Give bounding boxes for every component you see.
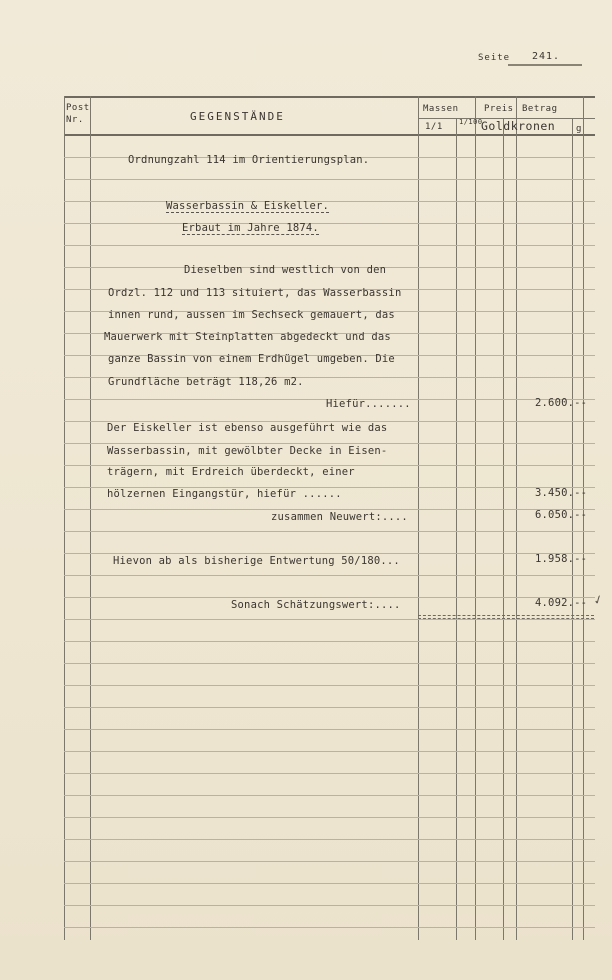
ruled-line [64, 685, 595, 686]
header-betrag: Betrag [522, 104, 558, 114]
header-gegenstaende: GEGENSTÄNDE [190, 110, 285, 123]
amount-neuwert: 6.050.-- [535, 509, 588, 521]
ruled-line [64, 817, 595, 818]
ruled-line [64, 795, 595, 796]
built-year-line: Erbaut im Jahre 1874. [182, 222, 319, 234]
ruled-line [64, 905, 595, 906]
paragraph2-line4: hölzernen Eingangstür, hiefür ...... [107, 488, 342, 500]
amount-bassin: 2.600.-- [535, 397, 588, 409]
ruled-line [64, 531, 595, 532]
amount-eiskeller: 3.450.-- [535, 487, 588, 499]
paragraph1-line6: Grundfläche beträgt 118,26 m2. [108, 376, 304, 388]
ruled-line [64, 927, 595, 928]
paragraph2-line2: Wasserbassin, mit gewölbter Decke in Eisen- [107, 445, 388, 457]
ruled-line [64, 839, 595, 840]
amount-entwertung: 1.958.-- [535, 553, 588, 565]
ruled-line [64, 773, 595, 774]
paragraph1-line4: Mauerwerk mit Steinplatten abgedeckt und das [104, 331, 391, 343]
header-massen-1-1: 1/1 [425, 122, 443, 132]
header-goldkronen: Goldkronen [481, 119, 556, 133]
zusammen-line: zusammen Neuwert:.... [271, 511, 408, 523]
ruled-line [64, 883, 595, 884]
page-number-underline [508, 64, 582, 66]
ruled-line [64, 707, 595, 708]
ruled-line [64, 597, 595, 598]
paragraph1-line5: ganze Bassin von einem Erdhügel umgeben. Die [108, 353, 395, 365]
ruled-line [64, 575, 595, 576]
paragraph2-line3: trägern, mit Erdreich überdeckt, einer [107, 466, 355, 478]
paragraph2-line1: Der Eiskeller ist ebenso ausgeführt wie das [107, 422, 388, 434]
checkmark-icon: ✓ [591, 591, 605, 609]
ruled-line [64, 179, 595, 180]
header-preis: Preis [484, 104, 514, 114]
hievon-line: Hievon ab als bisherige Entwertung 50/180... [113, 555, 400, 567]
ruled-line [64, 729, 595, 730]
total-double-underline [418, 615, 594, 619]
sonach-line: Sonach Schätzungswert:.... [231, 599, 401, 611]
ruled-line [64, 751, 595, 752]
page-label: Seite [478, 53, 511, 63]
header-massen-1-100: 1/100 [459, 118, 483, 126]
ruled-line [64, 509, 595, 510]
ruled-line [64, 443, 595, 444]
ruled-line [64, 201, 595, 202]
section-title: Wasserbassin & Eiskeller. [166, 200, 330, 212]
paragraph1-line3: innen rund, aussen im Sechseck gemauert, das [108, 309, 395, 321]
header-massen: Massen [423, 104, 459, 114]
ruled-line [64, 641, 595, 642]
amount-schaetzungswert: 4.092.-- [535, 597, 588, 609]
page-number: 241. [532, 51, 561, 62]
ruled-line [64, 245, 595, 246]
ruled-line [64, 663, 595, 664]
ruled-line [64, 861, 595, 862]
paragraph1-line2: Ordzl. 112 und 113 situiert, das Wasserbassin [108, 287, 402, 299]
paragraph1-line1: Dieselben sind westlich von den [184, 264, 387, 276]
hiefur-line1: Hiefür....... [326, 398, 411, 410]
ruled-line [64, 223, 595, 224]
ruled-line [64, 619, 595, 620]
header-post-nr: Post Nr. [66, 103, 90, 125]
ruled-line [64, 553, 595, 554]
ordnungszahl-line: Ordnungzahl 114 im Orientierungsplan. [128, 154, 370, 166]
header-g: g [576, 124, 582, 134]
